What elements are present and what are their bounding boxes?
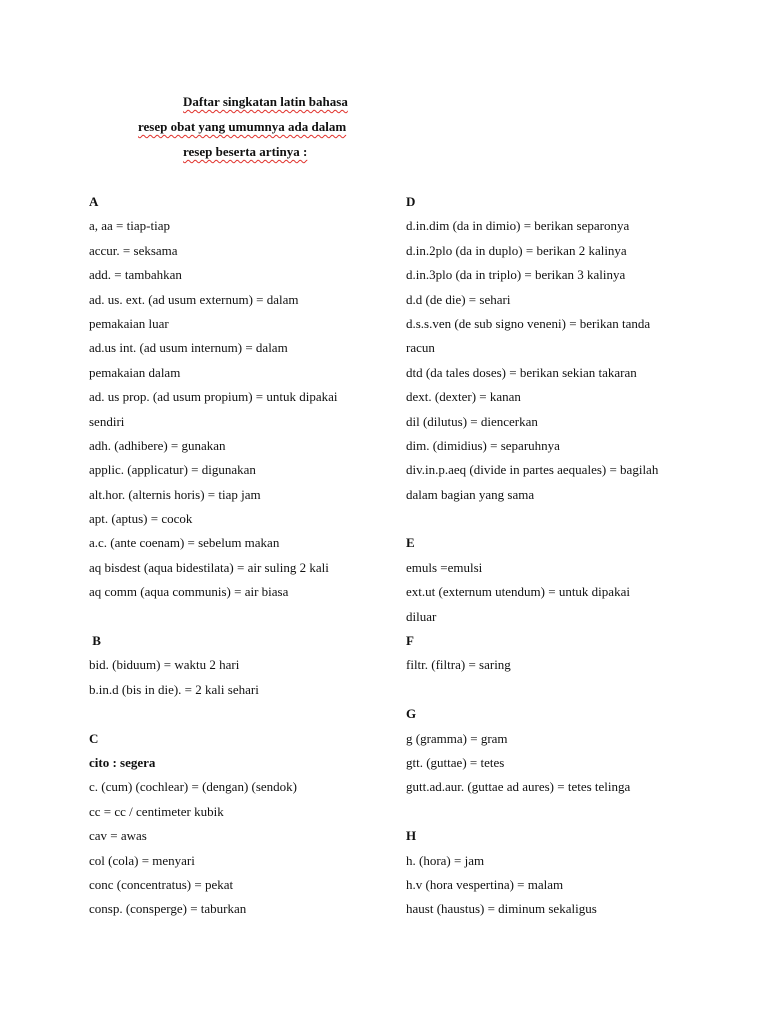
section-spacer xyxy=(406,507,706,531)
section-heading: G xyxy=(406,706,417,722)
abbreviation-entry: pemakaian dalam xyxy=(89,364,181,380)
abbreviation-entry: ad.us int. (ad usum internum) = dalam xyxy=(89,340,288,356)
abbreviation-entry: dim. (dimidius) = separuhnya xyxy=(406,437,560,453)
abbreviation-entry: col (cola) = menyari xyxy=(89,852,195,868)
abbreviation-entry: apt. (aptus) = cocok xyxy=(89,511,193,527)
abbreviation-entry: add. = tambahkan xyxy=(89,267,182,283)
abbreviation-entry: sendiri xyxy=(89,413,125,429)
section-spacer xyxy=(406,678,706,702)
document-title-line-1: Daftar singkatan latin bahasa xyxy=(183,94,348,109)
abbreviation-entry: d.in.2plo (da in duplo) = berikan 2 kalinya xyxy=(406,242,627,258)
abbreviation-entry: dalam bagian yang sama xyxy=(406,486,535,502)
abbreviation-entry: ad. us. ext. (ad usum externum) = dalam xyxy=(89,291,299,307)
abbreviation-entry: d.s.s.ven (de sub signo veneni) = berikan tanda xyxy=(406,315,651,331)
abbreviation-entry: dil (dilutus) = diencerkan xyxy=(406,413,538,429)
abbreviation-entry: pemakaian luar xyxy=(89,315,169,331)
abbreviation-entry: aq comm (aqua communis) = air biasa xyxy=(89,584,289,600)
section-spacer xyxy=(89,605,389,629)
abbreviation-entry: d.in.3plo (da in triplo) = berikan 3 kalinya xyxy=(406,267,626,283)
abbreviation-entry: a.c. (ante coenam) = sebelum makan xyxy=(89,535,280,551)
abbreviation-entry: cito : segera xyxy=(89,754,156,770)
abbreviation-entry: adh. (adhibere) = gunakan xyxy=(89,437,226,453)
section-heading: E xyxy=(406,535,415,551)
abbreviation-entry: g (gramma) = gram xyxy=(406,730,508,746)
abbreviation-entry: applic. (applicatur) = digunakan xyxy=(89,462,256,478)
abbreviation-entry: h. (hora) = jam xyxy=(406,852,485,868)
abbreviation-entry: filtr. (filtra) = saring xyxy=(406,657,511,673)
document-title-line-2: resep obat yang umumnya ada dalam xyxy=(138,119,347,134)
abbreviation-entry: cav = awas xyxy=(89,828,147,844)
section-heading: D xyxy=(406,194,416,209)
abbreviation-entry: bid. (biduum) = waktu 2 hari xyxy=(89,657,240,673)
abbreviation-entry: accur. = seksama xyxy=(89,242,178,258)
abbreviation-entry: gutt.ad.aur. (guttae ad aures) = tetes telinga xyxy=(406,779,631,795)
abbreviation-entry: a, aa = tiap-tiap xyxy=(89,218,170,234)
abbreviation-entry: d.d (de die) = sehari xyxy=(406,291,511,307)
section-spacer xyxy=(89,702,389,726)
abbreviation-entry: emuls =emulsi xyxy=(406,559,483,575)
abbreviation-entry: c. (cum) (cochlear) = (dengan) (sendok) xyxy=(89,779,298,795)
abbreviation-entry: div.in.p.aeq (divide in partes aequales) = bagilah xyxy=(406,462,659,478)
abbreviation-entry: dext. (dexter) = kanan xyxy=(406,389,521,405)
abbreviation-entry: racun xyxy=(406,340,435,356)
right-column xyxy=(406,190,706,922)
left-column xyxy=(89,190,389,922)
abbreviation-entry: aq bisdest (aqua bidestilata) = air suling 2 kali xyxy=(89,559,329,575)
document-title-line-3: resep beserta artinya : xyxy=(183,144,308,159)
abbreviation-entry: conc (concentratus) = pekat xyxy=(89,876,234,892)
abbreviation-entry: cc = cc / centimeter kubik xyxy=(89,803,224,819)
section-heading: B xyxy=(89,633,101,649)
section-heading: F xyxy=(406,633,414,649)
section-heading: A xyxy=(89,194,99,209)
section-heading: H xyxy=(406,828,417,844)
abbreviation-entry: ad. us prop. (ad usum propium) = untuk dipakai xyxy=(89,389,338,405)
section-heading: C xyxy=(89,730,99,746)
abbreviation-entry: b.in.d (bis in die). = 2 kali sehari xyxy=(89,681,259,697)
abbreviation-entry: consp. (consperge) = taburkan xyxy=(89,901,247,917)
abbreviation-entry: d.in.dim (da in dimio) = berikan separonya xyxy=(406,218,630,234)
abbreviation-entry: dtd (da tales doses) = berikan sekian takaran xyxy=(406,364,637,380)
abbreviation-entry: haust (haustus) = diminum sekaligus xyxy=(406,901,597,917)
abbreviation-entry: gtt. (guttae) = tetes xyxy=(406,754,505,770)
section-spacer xyxy=(406,800,706,824)
abbreviation-entry: ext.ut (externum utendum) = untuk dipakai xyxy=(406,584,630,600)
abbreviation-entry: h.v (hora vespertina) = malam xyxy=(406,876,564,892)
abbreviation-entry: alt.hor. (alternis horis) = tiap jam xyxy=(89,486,261,502)
abbreviation-entry: diluar xyxy=(406,608,437,624)
